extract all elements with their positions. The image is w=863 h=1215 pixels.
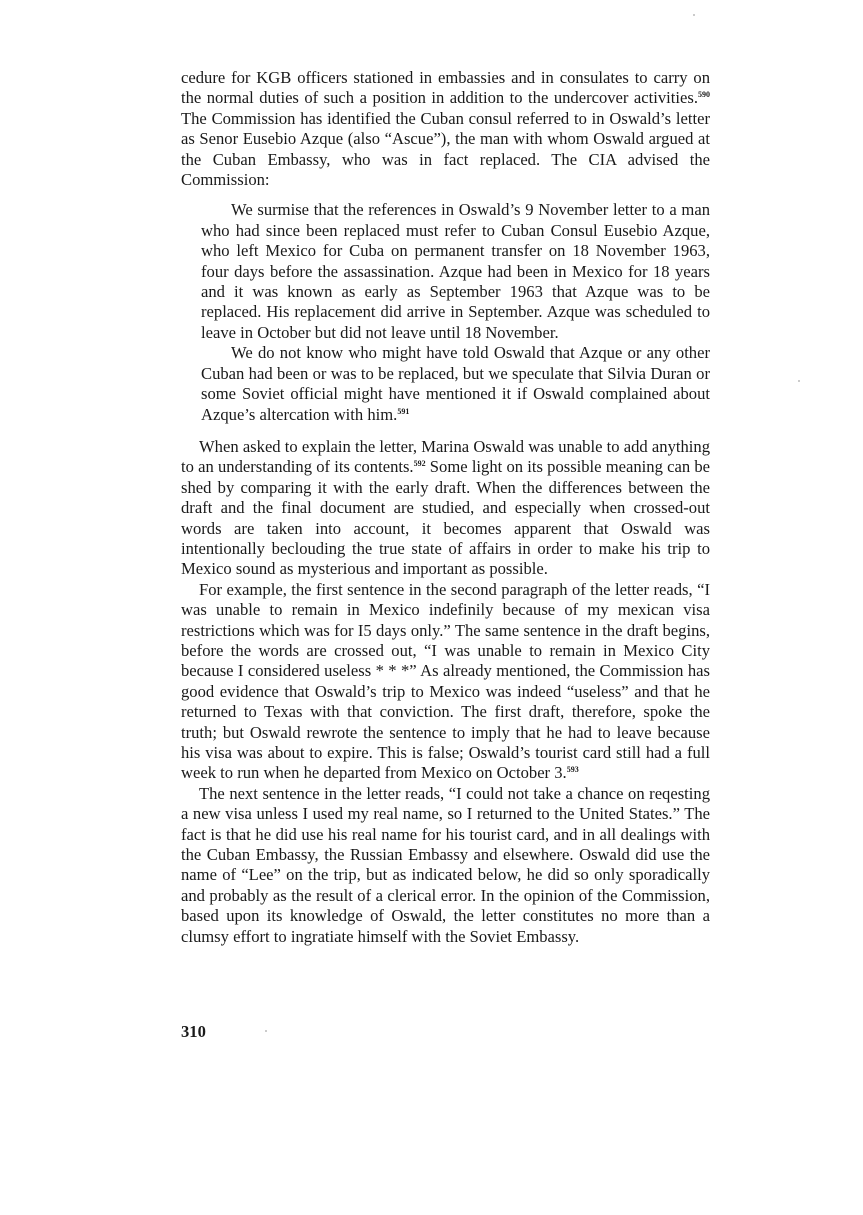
quote-paragraph: We surmise that the references in Oswald’s 9 November letter to a man who had since been replaced must refer to Cuban Consul Eusebio Azque, who left Mexico for Cuba on permanent transfer on 18 November 1963, four days before the assassination. Azque had been in Mexico for 18 years and it was known as early as September 1963 that Azque was to be replaced. His replacement did arrive in September. Azque was scheduled to leave in October but did not leave until 18 November. (201, 200, 710, 342)
text-run: The Commission has identified the Cuban consul referred to in Oswald’s letter as Senor Eusebio Azque (also “Ascue”), the man with whom Oswald argued at the Cuban Embassy, who was in fact replaced. The CIA advised the Commission: (181, 108, 710, 190)
footnote-ref: 591 (397, 406, 410, 416)
text-column (181, 68, 710, 947)
scan-speck (693, 14, 695, 16)
scan-speck (265, 1030, 267, 1032)
text-run: When asked to explain the letter, Marina Oswald was unable to add anything to an understanding of its contents. (181, 436, 710, 477)
footnote-ref: 590 (698, 90, 710, 100)
paragraph-intro (181, 68, 710, 190)
text-run: Some light on its possible meaning can be shed by comparing it with the early draft. When the differences between the draft and the final document are studied, and especially when crossed-out words are taken into account, it becomes apparent that Oswald was intentionally beclouding the true state of affairs in order to make his trip to Mexico sound as mysterious and important as possible. (181, 457, 710, 579)
footnote-ref: 593 (566, 765, 579, 775)
text-run: For example, the first sentence in the second paragraph of the letter reads, “I was unable to remain in Mexico indefinily because of my mexican visa restrictions which was for I5 days only.” The same sentence in the draft begins, before the words are crossed out, “I was unable to remain in Mexico City because I considered useless * * *” As already mentioned, the Commission has good evidence that Oswald’s trip to Mexico was indeed “useless” and that he returned to Texas with that conviction. The first draft, therefore, spoke the truth; but Oswald rewrote the sentence to imply that he had to leave because his visa was about to expire. This is false; Oswald’s tourist card still had a full week to run when he departed from Mexico on October 3. (181, 579, 710, 783)
quote-paragraph (201, 343, 710, 425)
paragraph: The next sentence in the letter reads, “I could not take a chance on reqesting a new visa unless I used my real name, so I returned to the United States.” The fact is that he did use his real name for his tourist card, and in all dealings with the Cuban Embassy, the Russian Embassy and elsewhere. Oswald did use the name of “Lee” on the trip, but as indicated below, he did so only sporadically and probably as the result of a clerical error. In the opinion of the Commission, based upon its knowledge of Oswald, the letter constitutes no more than a clumsy effort to ingratiate himself with the Soviet Embassy. (181, 783, 710, 946)
text-run: We do not know who might have told Oswald that Azque or any other Cuban had been or was to be replaced, but we speculate that Silvia Duran or some Soviet official might have mentioned it if Oswald complained about Azque’s altercation with him. (201, 343, 710, 424)
page-number: 310 (181, 1022, 206, 1041)
paragraph (181, 580, 710, 784)
footnote-ref: 592 (413, 459, 426, 469)
scan-speck (798, 380, 800, 382)
text-run: cedure for KGB officers stationed in embassies and in consulates to carry on the normal duties of such a position in addition to the undercover activities. (181, 68, 710, 108)
block-quote (201, 200, 710, 424)
paragraph (181, 437, 710, 580)
